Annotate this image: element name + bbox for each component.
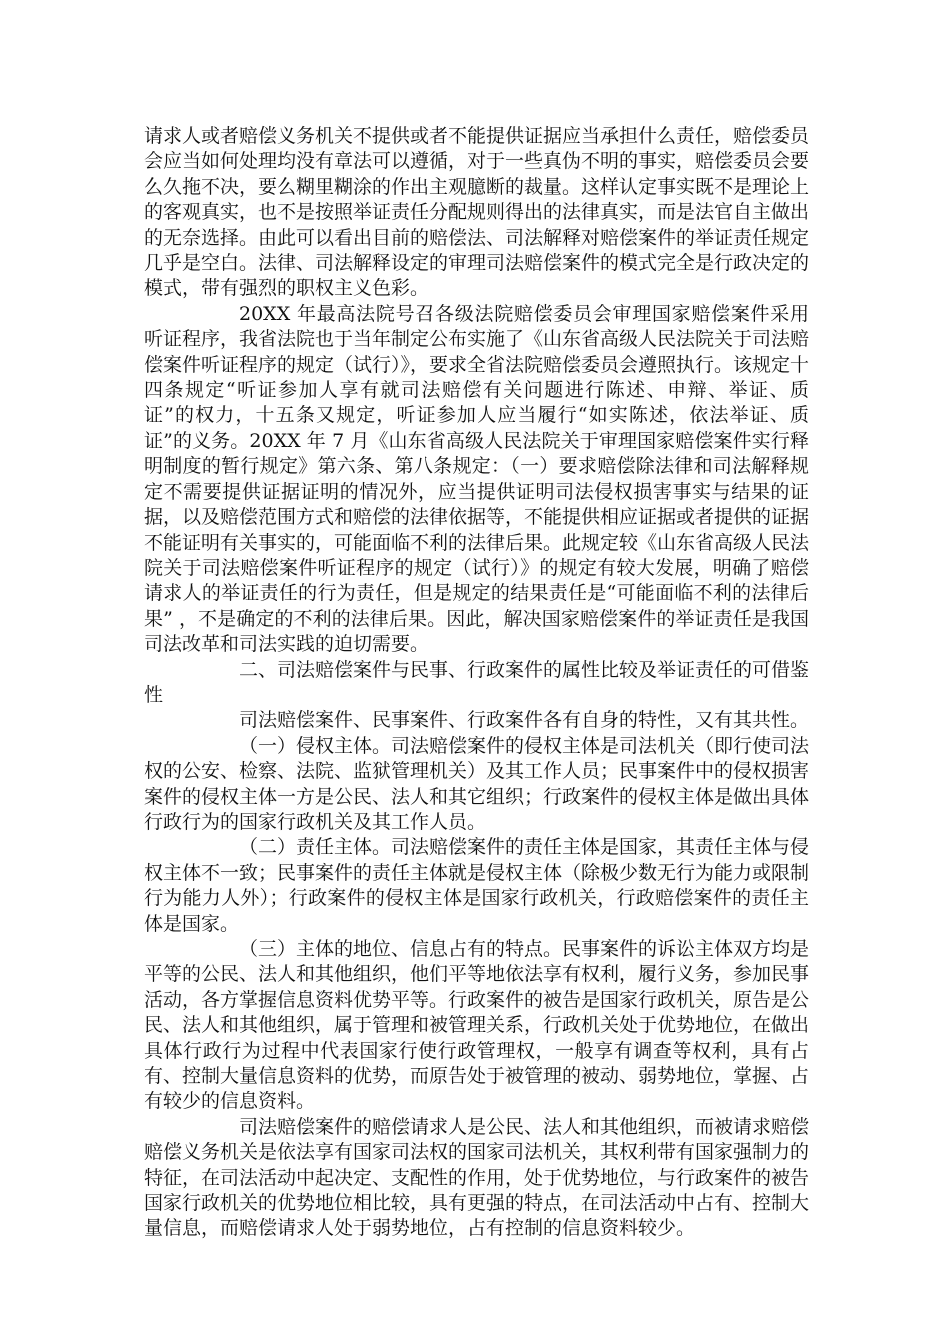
document-body — [144, 124, 809, 1242]
section-heading-two: 二、司法赔偿案件与民事、行政案件的属性比较及举证责任的可借鉴性 — [144, 658, 810, 706]
paragraph-hearing-procedure: 20XX 年最高法院号召各级法院赔偿委员会审理国家赔偿案件采用听证程序，我省法院也于当年制定公布实施了《山东省高级人民法院关于司法赔偿案件听证程序的规定（试行）》，要求全省法院赔偿委员会遵照执行。该规定十四条规定“听证参加人享有就司法赔偿有关问题进行陈述、申辩、举证、质证”的权力，十五条又规定，听证参加人应当履行“如实陈述，依法举证、质证”的义务。20XX 年 7 月《山东省高级人民法院关于审理国家赔偿案件实行释明制度的暂行规定》第六条、第八条规定：（一）要求赔偿除法律和司法解释规定不需要提供证据证明的情况外，应当提供证明司法侵权损害事实与结果的证据，以及赔偿范围方式和赔偿的法律依据等，不能提供相应证据或者提供的证据不能证明有关事实的，可能面临不利的法律后果。此规定较《山东省高级人民法院关于司法赔偿案件听证程序的规定（试行）》的规定有较大发展，明确了赔偿请求人的举证责任的行为责任，但是规定的结果责任是“可能面临不利的法律后果” ，不是确定的不利的法律后果。因此，解决国家赔偿案件的举证责任是我国司法改革和司法实践的迫切需要。 — [144, 302, 810, 656]
paragraph-commonality: 司法赔偿案件、民事案件、行政案件各有自身的特性，又有其共性。 — [239, 709, 810, 732]
paragraph-infringing-subject: （一）侵权主体。司法赔偿案件的侵权主体是司法机关（即行使司法权的公安、检察、法院、监狱管理机关）及其工作人员；民事案件中的侵权损害案件的侵权主体一方是公民、法人和其它组织；行政案件的侵权主体是做出具体行政行为的国家行政机关及其工作人员。 — [144, 734, 810, 833]
paragraph-judicial-compensation: 司法赔偿案件的赔偿请求人是公民、法人和其他组织，而被请求赔偿赔偿义务机关是依法享有国家司法权的国家司法机关，其权利带有国家强制力的特征，在司法活动中起决定、支配性的作用，处于优势地位，与行政案件的被告国家行政机关的优势地位相比较，具有更强的特点，在司法活动中占有、控制大量信息，而赔偿请求人处于弱势地位，占有控制的信息资料较少。 — [144, 1115, 810, 1240]
paragraph-liability-subject: （二）责任主体。司法赔偿案件的责任主体是国家，其责任主体与侵权主体不一致；民事案件的责任主体就是侵权主体（除极少数无行为能力或限制行为能力人外）；行政案件的侵权主体是国家行政机关，行政赔偿案件的责任主体是国家。 — [144, 836, 810, 935]
paragraph-status-information: （三）主体的地位、信息占有的特点。民事案件的诉讼主体双方均是平等的公民、法人和其他组织，他们平等地依法享有权利，履行义务，参加民事活动，各方掌握信息资料优势平等。行政案件的被告是国家行政机关，原告是公民、法人和其他组织，属于管理和被管理关系，行政机关处于优势地位，在做出具体行政行为过程中代表国家行使行政管理权，一般享有调查等权利，具有占有、控制大量信息资料的优势，而原告处于被管理的被动、弱势地位，掌握、占有较少的信息资料。 — [144, 938, 810, 1113]
paragraph-continuation: 请求人或者赔偿义务机关不提供或者不能提供证据应当承担什么责任，赔偿委员会应当如何处理均没有章法可以遵循，对于一些真伪不明的事实，赔偿委员会要么久拖不决，要么糊里糊涂的作出主观臆断的裁量。这样认定事实既不是理论上的客观真实，也不是按照举证责任分配规则得出的法律真实，而是法官自主做出的无奈选择。由此可以看出目前的赔偿法、司法解释对赔偿案件的举证责任规定几乎是空白。法律、司法解释设定的审理司法赔偿案件的模式完全是行政决定的模式，带有强烈的职权主义色彩。 — [144, 125, 810, 300]
